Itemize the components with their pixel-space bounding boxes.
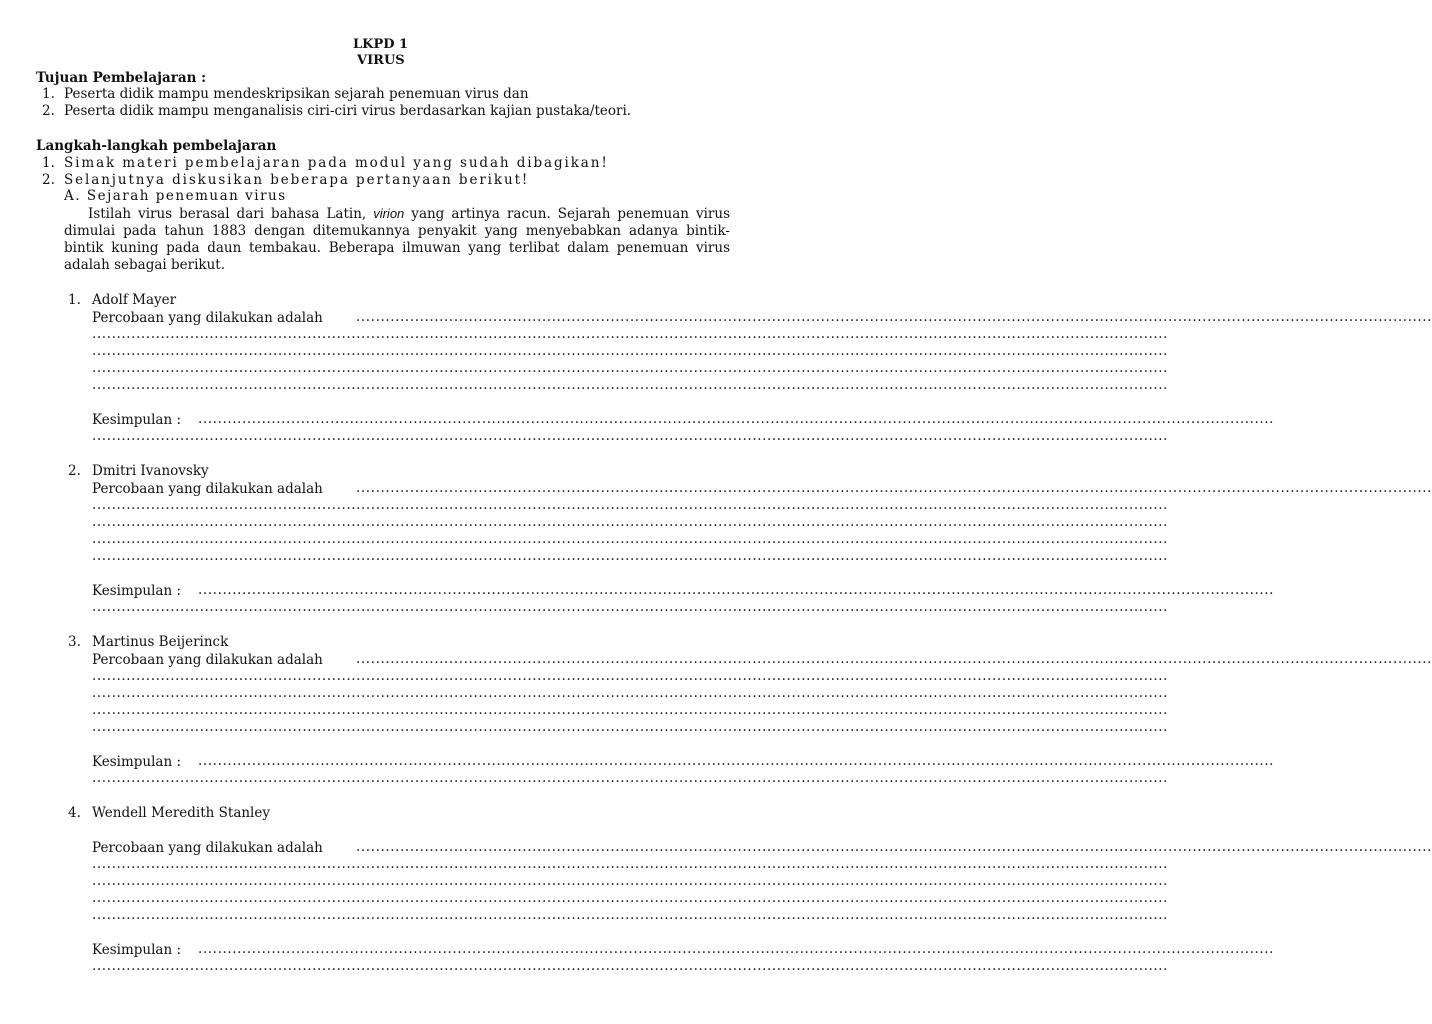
intro-italic-word: virion	[373, 206, 405, 221]
scientist-1-percobaan-answer-line-3[interactable]: ............................................................................................................................................................................................................................	[92, 343, 1169, 359]
langkah-heading: Langkah-langkah pembelajaran	[36, 138, 277, 154]
scientist-4-number: 4.	[68, 805, 81, 821]
scientist-1-percobaan-answer-line-5[interactable]: ............................................................................................................................................................................................................................	[92, 377, 1169, 393]
tujuan-item-1-number: 1.	[42, 86, 55, 102]
scientist-3-kesimpulan-label: Kesimpulan :	[92, 754, 181, 770]
scientist-1-percobaan-label: Percobaan yang dilakukan adalah	[92, 310, 323, 326]
langkah-item-1-number: 1.	[42, 155, 55, 171]
intro-text-part-1: Istilah virus berasal dari bahasa Latin,	[88, 206, 374, 222]
scientist-4-percobaan-answer-line-4[interactable]: ............................................................................................................................................................................................................................	[92, 890, 1169, 906]
scientist-4-kesimpulan-answer-line-2[interactable]: ............................................................................................................................................................................................................................	[92, 958, 1169, 974]
scientist-2-percobaan-answer-line-3[interactable]: ............................................................................................................................................................................................................................	[92, 514, 1169, 530]
tujuan-item-2-text: Peserta didik mampu menganalisis ciri-ciri virus berdasarkan kajian pustaka/teori.	[64, 103, 632, 119]
intro-text-part-2: yang artinya racun. Sejarah penemuan virus dimulai pada tahun 1883 dengan ditemukannya penyakit yang menyebabkan adanya bintik-bintik kuning pada daun tembakau. Beberapa ilmuwan yang terlibat dalam penemuan virus adalah sebagai berikut.	[64, 206, 730, 273]
scientist-4-name: Wendell Meredith Stanley	[92, 805, 270, 821]
scientist-3-percobaan-answer-line-4[interactable]: ............................................................................................................................................................................................................................	[92, 702, 1169, 718]
scientist-1-kesimpulan-label: Kesimpulan :	[92, 412, 181, 428]
scientist-1-kesimpulan-answer-line-2[interactable]: ............................................................................................................................................................................................................................	[92, 428, 1169, 444]
scientist-1-percobaan-answer-line-1[interactable]: ............................................................................................................................................................................................................................	[356, 309, 1432, 325]
tujuan-item-2-number: 2.	[42, 103, 55, 119]
tujuan-item-1-text: Peserta didik mampu mendeskripsikan sejarah penemuan virus dan	[64, 86, 529, 102]
scientist-3-percobaan-answer-line-1[interactable]: ............................................................................................................................................................................................................................	[356, 651, 1432, 667]
scientist-2-percobaan-answer-line-2[interactable]: ............................................................................................................................................................................................................................	[92, 497, 1169, 513]
scientist-3-number: 3.	[68, 634, 81, 650]
scientist-3-name: Martinus Beijerinck	[92, 634, 229, 650]
scientist-2-percobaan-answer-line-5[interactable]: ............................................................................................................................................................................................................................	[92, 548, 1169, 564]
scientist-4-kesimpulan-label: Kesimpulan :	[92, 942, 181, 958]
scientist-2-percobaan-answer-line-4[interactable]: ............................................................................................................................................................................................................................	[92, 531, 1169, 547]
worksheet-title: LKPD 1	[353, 37, 409, 52]
scientist-2-kesimpulan-answer-line-2[interactable]: ............................................................................................................................................................................................................................	[92, 599, 1169, 615]
scientist-3-percobaan-answer-line-3[interactable]: ............................................................................................................................................................................................................................	[92, 685, 1169, 701]
scientist-2-name: Dmitri Ivanovsky	[92, 463, 209, 479]
scientist-4-percobaan-answer-line-1[interactable]: ............................................................................................................................................................................................................................	[356, 839, 1432, 855]
section-a-heading: A. Sejarah penemuan virus	[64, 188, 287, 204]
scientist-2-percobaan-label: Percobaan yang dilakukan adalah	[92, 481, 323, 497]
scientist-4-kesimpulan-answer-line-1[interactable]: ............................................................................................................................................................................................................................	[198, 941, 1275, 957]
langkah-item-1-text: Simak materi pembelajaran pada modul yang sudah dibagikan!	[64, 155, 609, 171]
scientist-4-percobaan-answer-line-2[interactable]: ............................................................................................................................................................................................................................	[92, 856, 1169, 872]
scientist-2-kesimpulan-label: Kesimpulan :	[92, 583, 181, 599]
scientist-2-number: 2.	[68, 463, 81, 479]
scientist-3-kesimpulan-answer-line-1[interactable]: ............................................................................................................................................................................................................................	[198, 753, 1275, 769]
scientist-1-kesimpulan-answer-line-1[interactable]: ............................................................................................................................................................................................................................	[198, 411, 1275, 427]
tujuan-heading: Tujuan Pembelajaran :	[36, 70, 207, 86]
scientist-2-percobaan-answer-line-1[interactable]: ............................................................................................................................................................................................................................	[356, 480, 1432, 496]
scientist-4-percobaan-answer-line-3[interactable]: ............................................................................................................................................................................................................................	[92, 873, 1169, 889]
langkah-item-2-text: Selanjutnya diskusikan beberapa pertanyaan berikut!	[64, 172, 530, 188]
scientist-4-percobaan-answer-line-5[interactable]: ............................................................................................................................................................................................................................	[92, 907, 1169, 923]
scientist-3-percobaan-answer-line-2[interactable]: ............................................................................................................................................................................................................................	[92, 668, 1169, 684]
scientist-4-percobaan-label: Percobaan yang dilakukan adalah	[92, 840, 323, 856]
worksheet-subtitle: VIRUS	[357, 53, 405, 68]
scientist-3-percobaan-answer-line-5[interactable]: ............................................................................................................................................................................................................................	[92, 719, 1169, 735]
langkah-item-2-number: 2.	[42, 172, 55, 188]
scientist-1-percobaan-answer-line-4[interactable]: ............................................................................................................................................................................................................................	[92, 360, 1169, 376]
intro-paragraph	[64, 205, 730, 274]
scientist-1-number: 1.	[68, 292, 81, 308]
scientist-3-percobaan-label: Percobaan yang dilakukan adalah	[92, 652, 323, 668]
scientist-2-kesimpulan-answer-line-1[interactable]: ............................................................................................................................................................................................................................	[198, 582, 1275, 598]
scientist-1-name: Adolf Mayer	[92, 292, 177, 308]
scientist-1-percobaan-answer-line-2[interactable]: ............................................................................................................................................................................................................................	[92, 326, 1169, 342]
scientist-3-kesimpulan-answer-line-2[interactable]: ............................................................................................................................................................................................................................	[92, 770, 1169, 786]
